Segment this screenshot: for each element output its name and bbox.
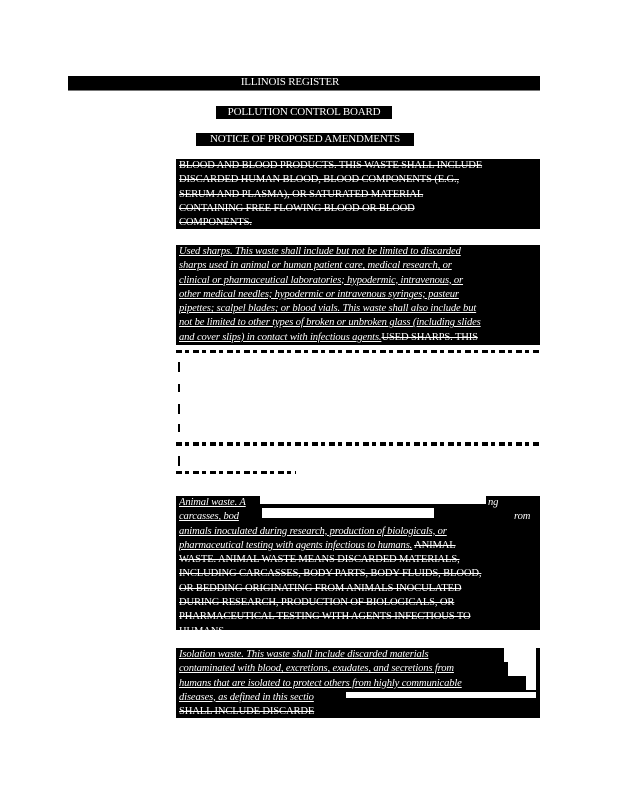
animal-waste-paragraph (176, 496, 540, 637)
text-line: humans that are isolated to protect others from highly communicable (179, 677, 462, 689)
scan-artifact (508, 662, 536, 676)
text-fragment: ng (488, 497, 499, 508)
text-line: SHALL INCLUDE DISCARDE (179, 706, 315, 718)
text-line: pipettes; scalpel blades; or blood vials. This waste shall also include but (179, 303, 477, 315)
scan-artifact (178, 424, 180, 432)
text-fragment: and cover slips) in contact with infectious agents. (179, 331, 382, 343)
text-line: CONTAINING FREE FLOWING BLOOD OR BLOOD (179, 202, 415, 214)
scan-artifact (176, 471, 296, 474)
blood-products-paragraph (176, 159, 540, 229)
text-line: other medical needles; hypodermic or intravenous syringes; pasteur (179, 288, 459, 300)
text-line: INCLUDING CARCASSES, BODY PARTS, BODY FLUIDS, BLOOD, (179, 568, 482, 580)
text-line: SERUM AND PLASMA), OR SATURATED MATERIAL (179, 188, 424, 200)
text-line: sharps used in animal or human patient care, medical research, or (179, 260, 452, 272)
text-fragment: pharmaceutical testing with agents infectious to humans. (179, 539, 413, 551)
scan-artifact (178, 404, 180, 414)
text-line (179, 539, 537, 553)
scan-artifact (260, 496, 486, 504)
text-line: Used sharps. This waste shall include but not be limited to discarded (179, 246, 461, 257)
text-line: contaminated with blood, excretions, exudates, and secretions from (179, 663, 454, 675)
text-line: DURING RESEARCH, PRODUCTION OF BIOLOGICALS, OR (179, 597, 455, 609)
scan-artifact (178, 456, 180, 466)
text-line: diseases, as defined in this sectio (179, 691, 314, 703)
register-title: ILLINOIS REGISTER (240, 76, 340, 88)
text-line: BLOOD AND BLOOD PRODUCTS. THIS WASTE SHALL INCLUDE (179, 160, 483, 171)
struck-text-fragment: ANIMAL (414, 539, 456, 551)
text-line: HUMANS. (179, 625, 227, 637)
text-line: DISCARDED HUMAN BLOOD, BLOOD COMPONENTS (E.G., (179, 174, 460, 186)
text-line: COMPONENTS. (179, 217, 252, 229)
text-line: not be limited to other types of broken or unbroken glass (including slides (179, 317, 481, 329)
scan-artifact (262, 508, 434, 518)
scan-artifact (176, 350, 540, 353)
text-line: clinical or pharmaceutical laboratories; hypodermic, intravenous, or (179, 274, 464, 286)
board-header: POLLUTION CONTROL BOARD (216, 106, 392, 119)
text-line: WASTE. ANIMAL WASTE MEANS DISCARDED MATERIALS, (179, 554, 460, 566)
text-line: animals inoculated during research, production of biologicals, or (179, 525, 447, 537)
text-line: PHARMACEUTICAL TESTING WITH AGENTS INFECTIOUS TO (179, 611, 471, 623)
scan-artifact (178, 362, 180, 372)
text-fragment: Animal waste. A (179, 497, 246, 508)
struck-text-fragment: USED SHARPS. THIS (381, 331, 478, 343)
text-line: OR BEDDING ORIGINATING FROM ANIMALS INOCULATED (179, 582, 462, 594)
scan-artifact (346, 692, 536, 698)
header-rule (68, 90, 540, 91)
scan-artifact (504, 648, 536, 662)
used-sharps-paragraph (176, 245, 540, 345)
text-fragment: carcasses, bod (179, 511, 239, 523)
isolation-waste-paragraph (176, 648, 540, 718)
register-header (68, 76, 540, 90)
notice-header: NOTICE OF PROPOSED AMENDMENTS (196, 133, 414, 146)
text-fragment: rom (514, 511, 531, 523)
text-line: Isolation waste. This waste shall include discarded materials (179, 649, 429, 660)
scan-artifact (176, 442, 540, 446)
scan-artifact (526, 676, 536, 690)
text-line (179, 331, 537, 345)
scan-artifact (178, 384, 180, 392)
